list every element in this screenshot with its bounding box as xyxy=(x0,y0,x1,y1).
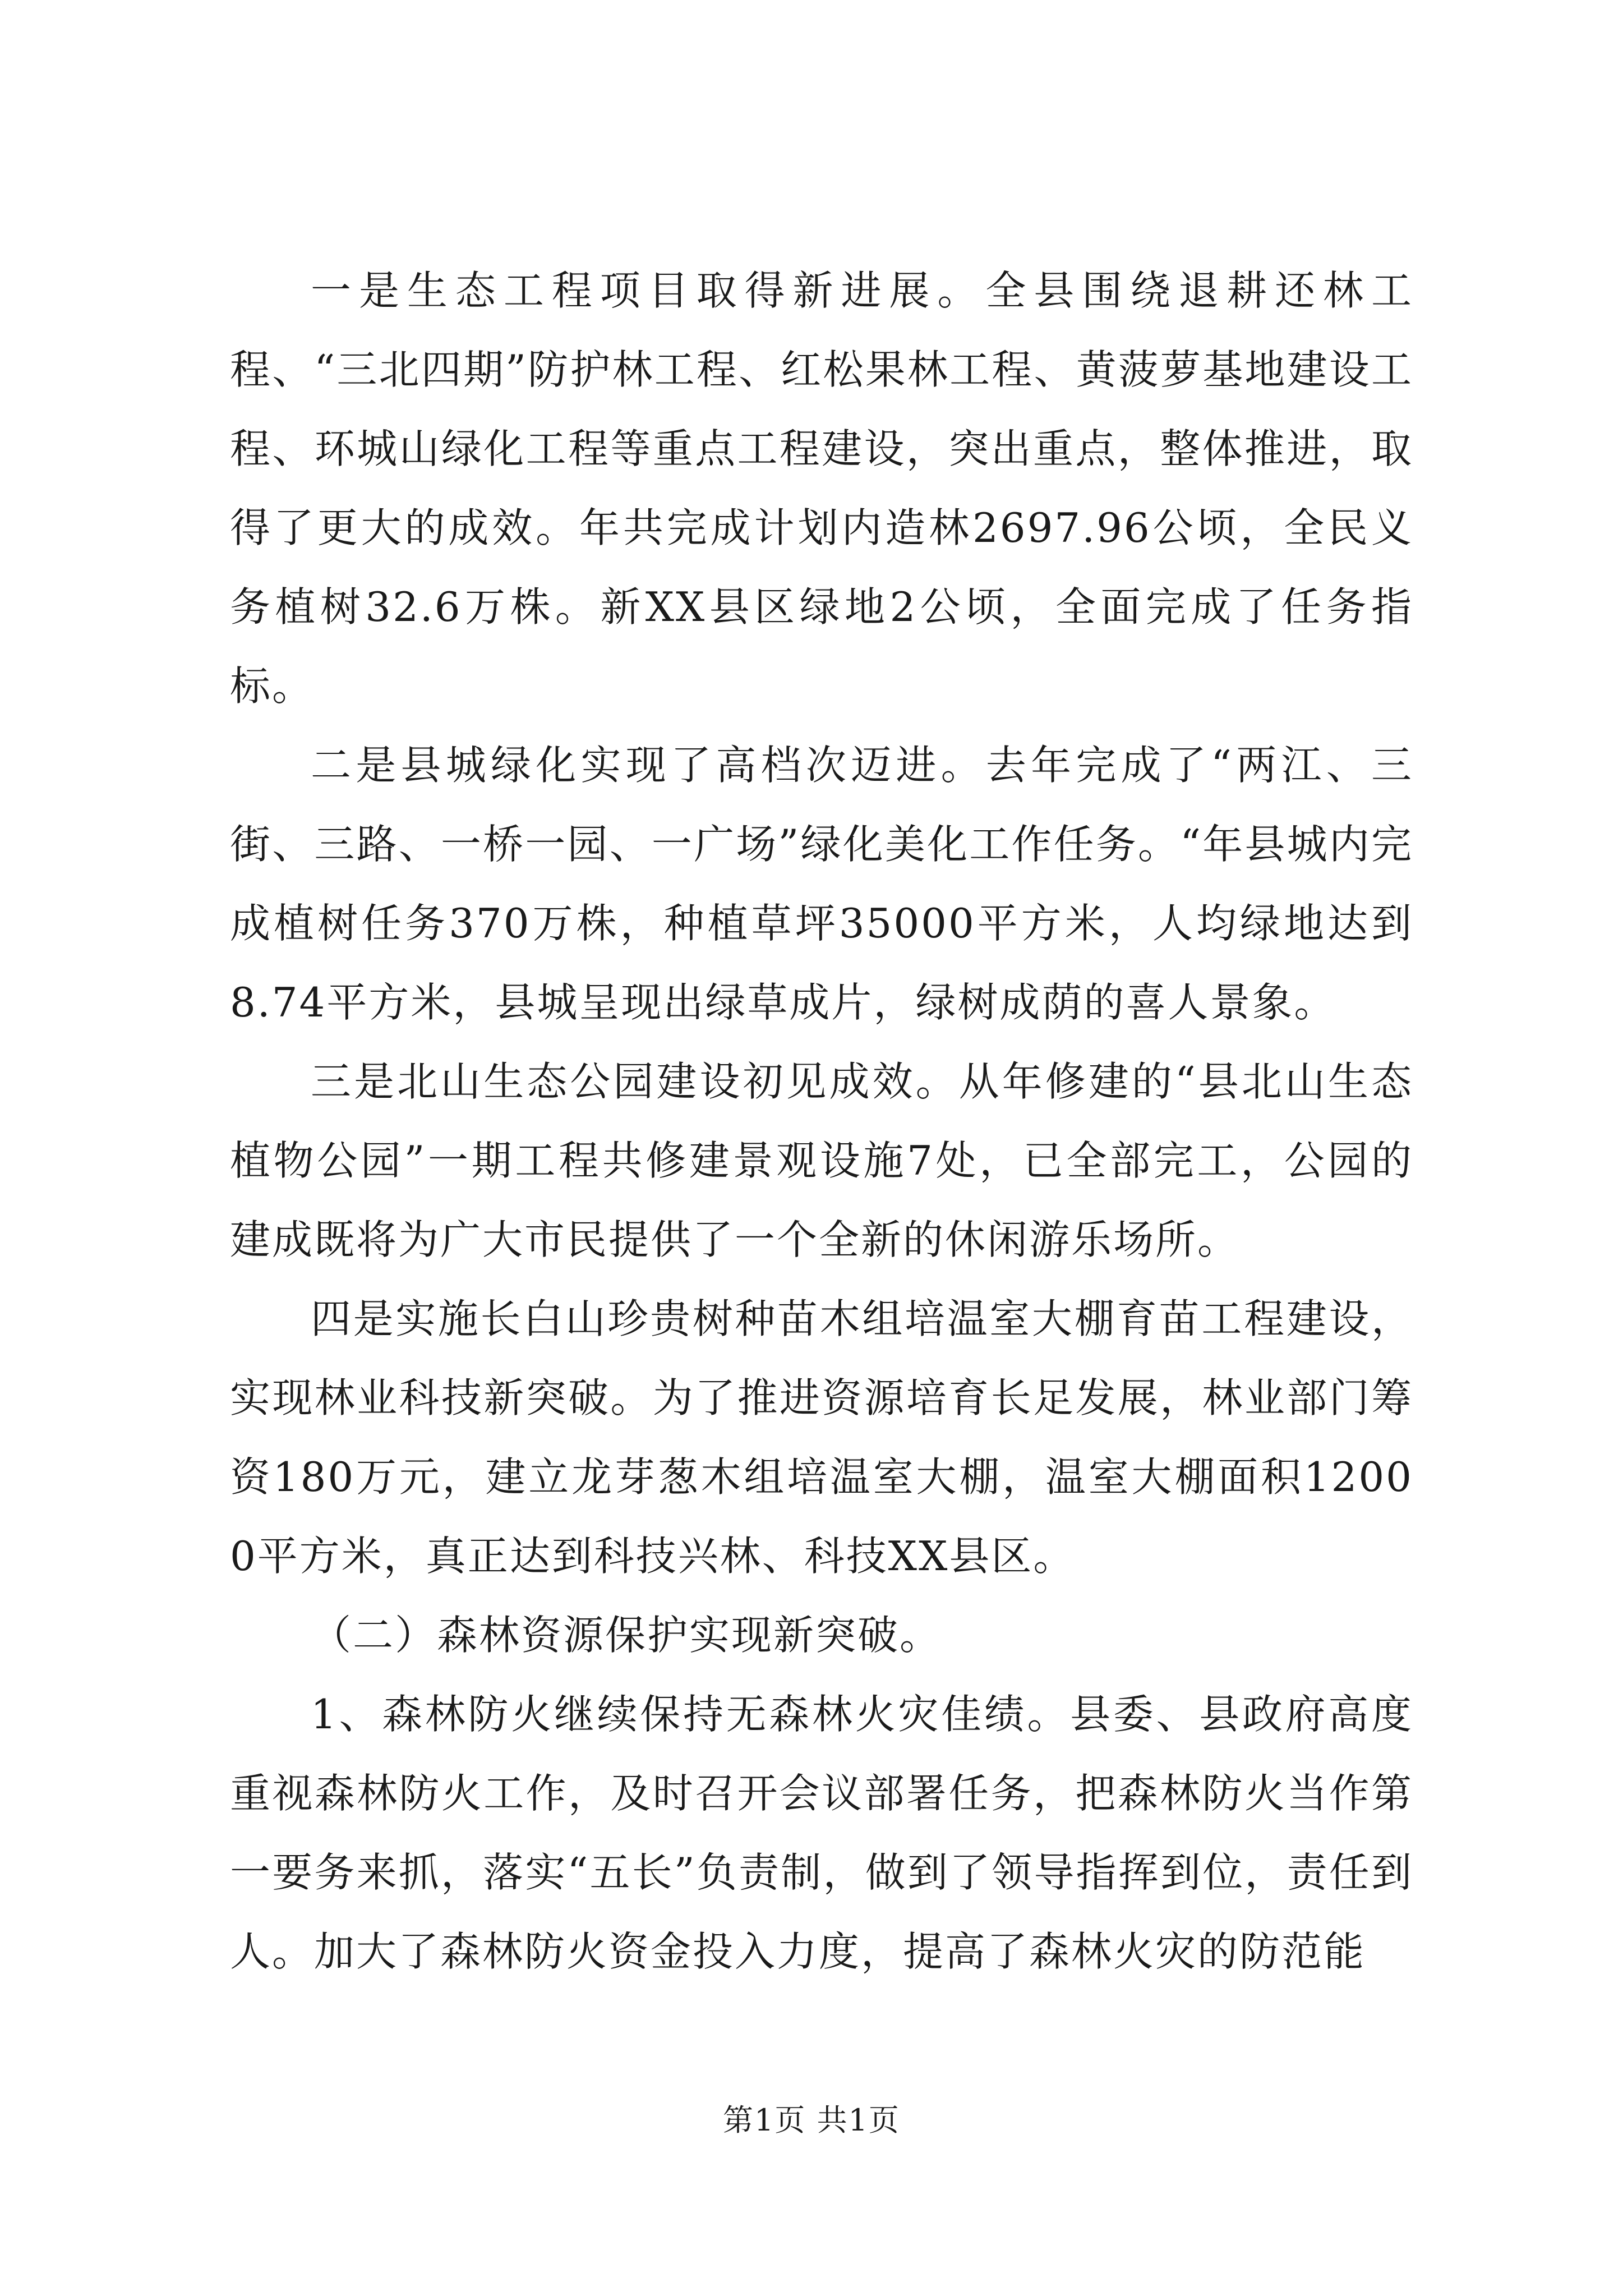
document-body xyxy=(230,251,1413,1991)
paragraph-greenhouse-project: 四是实施长白山珍贵树种苗木组培温室大棚育苗工程建设，实现林业科技新突破。为了推进资源培育长足发展，林业部门筹资180万元，建立龙芽葱木组培温室大棚，温室大棚面积12000平方米，真正达到科技兴林、科技XX县区。 xyxy=(230,1295,1413,1580)
paragraph-ecological-projects: 一是生态工程项目取得新进展。全县围绕退耕还林工程、“三北四期”防护林工程、红松果林工程、黄菠萝基地建设工程、环城山绿化工程等重点工程建设，突出重点，整体推进，取得了更大的成效。年共完成计划内造林2697.96公顷，全民义务植树32.6万株。新XX县区绿地2公顷，全面完成了任务指标。 xyxy=(230,267,1413,710)
paragraph-fire-prevention: 1、森林防火继续保持无森林火灾佳绩。县委、县政府高度重视森林防火工作，及时召开会议部署任务，把森林防火当作第一要务来抓，落实“五长”负责制，做到了领导指挥到位，责任到人。加大了森林防火资金投入力度，提高了森林火灾的防范能 xyxy=(230,1691,1413,1975)
section-heading-forest-protection: （二）森林资源保护实现新突破。 xyxy=(311,1612,942,1659)
page-footer: 第1页 共1页 xyxy=(723,2102,900,2138)
paragraph-beishan-park: 三是北山生态公园建设初见成效。从年修建的“县北山生态植物公园”一期工程共修建景观设施7处，已全部完工，公园的建成既将为广大市民提供了一个全新的休闲游乐场所。 xyxy=(230,1058,1413,1263)
paragraph-county-greening: 二是县城绿化实现了高档次迈进。去年完成了“两江、三街、三路、一桥一园、一广场”绿化美化工作任务。“年县城内完成植树任务370万株，种植草坪35000平方米，人均绿地达到8.74平方米，县城呈现出绿草成片，绿树成荫的喜人景象。 xyxy=(230,742,1413,1026)
